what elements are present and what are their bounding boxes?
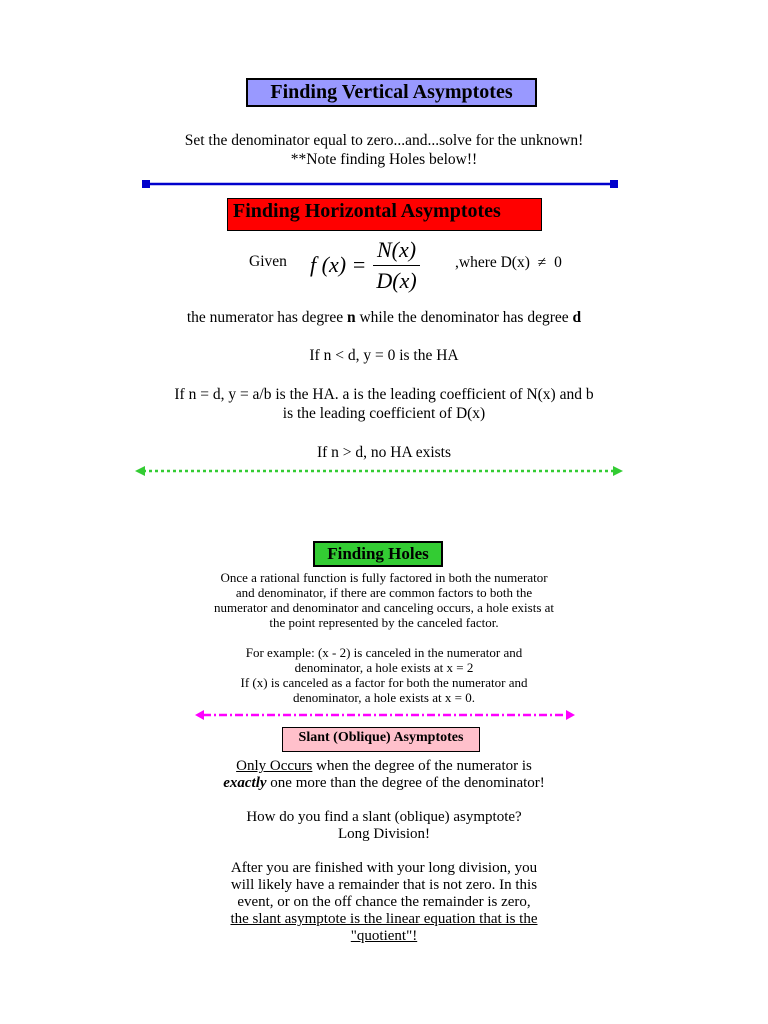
not-equal-symbol: ≠ xyxy=(537,254,547,271)
slant-line-1-rest: when the degree of the numerator is xyxy=(312,758,532,774)
slant-line-1 xyxy=(0,758,768,775)
function-denominator: D(x) xyxy=(376,267,417,293)
holes-p1-line1: Once a rational function is fully factored in both the numerator xyxy=(220,570,548,585)
where-clause xyxy=(455,253,562,272)
holes-p1-line3: numerator and denominator and canceling occurs, a hole exists at xyxy=(213,600,555,615)
slant-question: How do you find a slant (oblique) asymptote? xyxy=(246,809,522,825)
slant-line-2-rest: one more than the degree of the denominator! xyxy=(266,775,545,791)
green-divider xyxy=(133,463,625,479)
degree-n: n xyxy=(346,309,356,326)
function-fraction xyxy=(372,237,420,294)
degrees-text-b: while the denominator has degree xyxy=(355,309,573,326)
slant-para-line5 xyxy=(0,928,768,945)
zero-value: 0 xyxy=(554,254,562,271)
function-numerator: N(x) xyxy=(373,237,420,266)
slant-para-line4-text: the slant asymptote is the linear equation that is the xyxy=(230,911,538,927)
holes-p1-line2: and denominator, if there are common factors to both the xyxy=(235,585,533,600)
degrees-text-a: the numerator has degree xyxy=(186,309,347,326)
vertical-line-1: Set the denominator equal to zero...and...solve for the unknown! xyxy=(184,132,584,149)
slant-para-line2: will likely have a remainder that is not zero. In this xyxy=(230,877,538,893)
vertical-asymptotes-title: Finding Vertical Asymptotes xyxy=(246,78,537,107)
magenta-divider xyxy=(193,708,577,722)
slant-asymptotes-title: Slant (Oblique) Asymptotes xyxy=(282,727,480,752)
blue-divider xyxy=(140,177,620,191)
slant-para-line4 xyxy=(0,911,768,928)
slant-para-line1: After you are finished with your long division, you xyxy=(230,860,538,876)
case-n-equal-d-line2: is the leading coefficient of D(x) xyxy=(282,405,486,422)
quotient-text: "quotient"! xyxy=(350,928,418,944)
only-occurs-text: Only Occurs xyxy=(236,758,313,774)
degree-d: d xyxy=(572,309,582,326)
holes-p1-line4: the point represented by the canceled factor. xyxy=(269,615,499,630)
slant-line-2 xyxy=(0,775,768,792)
holes-p2-line1: For example: (x - 2) is canceled in the numerator and xyxy=(245,645,523,660)
holes-title: Finding Holes xyxy=(313,541,443,567)
case-n-equal-d-line1: If n = d, y = a/b is the HA. a is the leading coefficient of N(x) and b xyxy=(174,386,594,403)
case-n-less-d: If n < d, y = 0 is the HA xyxy=(309,347,459,364)
slant-para-line3: event, or on the off chance the remainder is zero, xyxy=(237,894,531,910)
holes-p2-line4: denominator, a hole exists at x = 0. xyxy=(293,690,475,705)
holes-p2-line2: denominator, a hole exists at x = 2 xyxy=(294,660,474,675)
holes-p2-line3: If (x) is canceled as a factor for both the numerator and xyxy=(240,675,528,690)
where-text: ,where D(x) xyxy=(455,254,530,271)
degrees-line xyxy=(0,308,768,327)
given-label: Given xyxy=(249,253,287,270)
horizontal-asymptotes-title: Finding Horizontal Asymptotes xyxy=(227,198,542,231)
function-lhs: f (x) = xyxy=(310,252,367,277)
slant-answer-short: Long Division! xyxy=(337,826,431,842)
case-n-greater-d: If n > d, no HA exists xyxy=(316,444,452,461)
function-formula xyxy=(310,234,421,296)
exactly-text: exactly xyxy=(223,775,267,791)
vertical-line-2: **Note finding Holes below!! xyxy=(290,151,478,168)
